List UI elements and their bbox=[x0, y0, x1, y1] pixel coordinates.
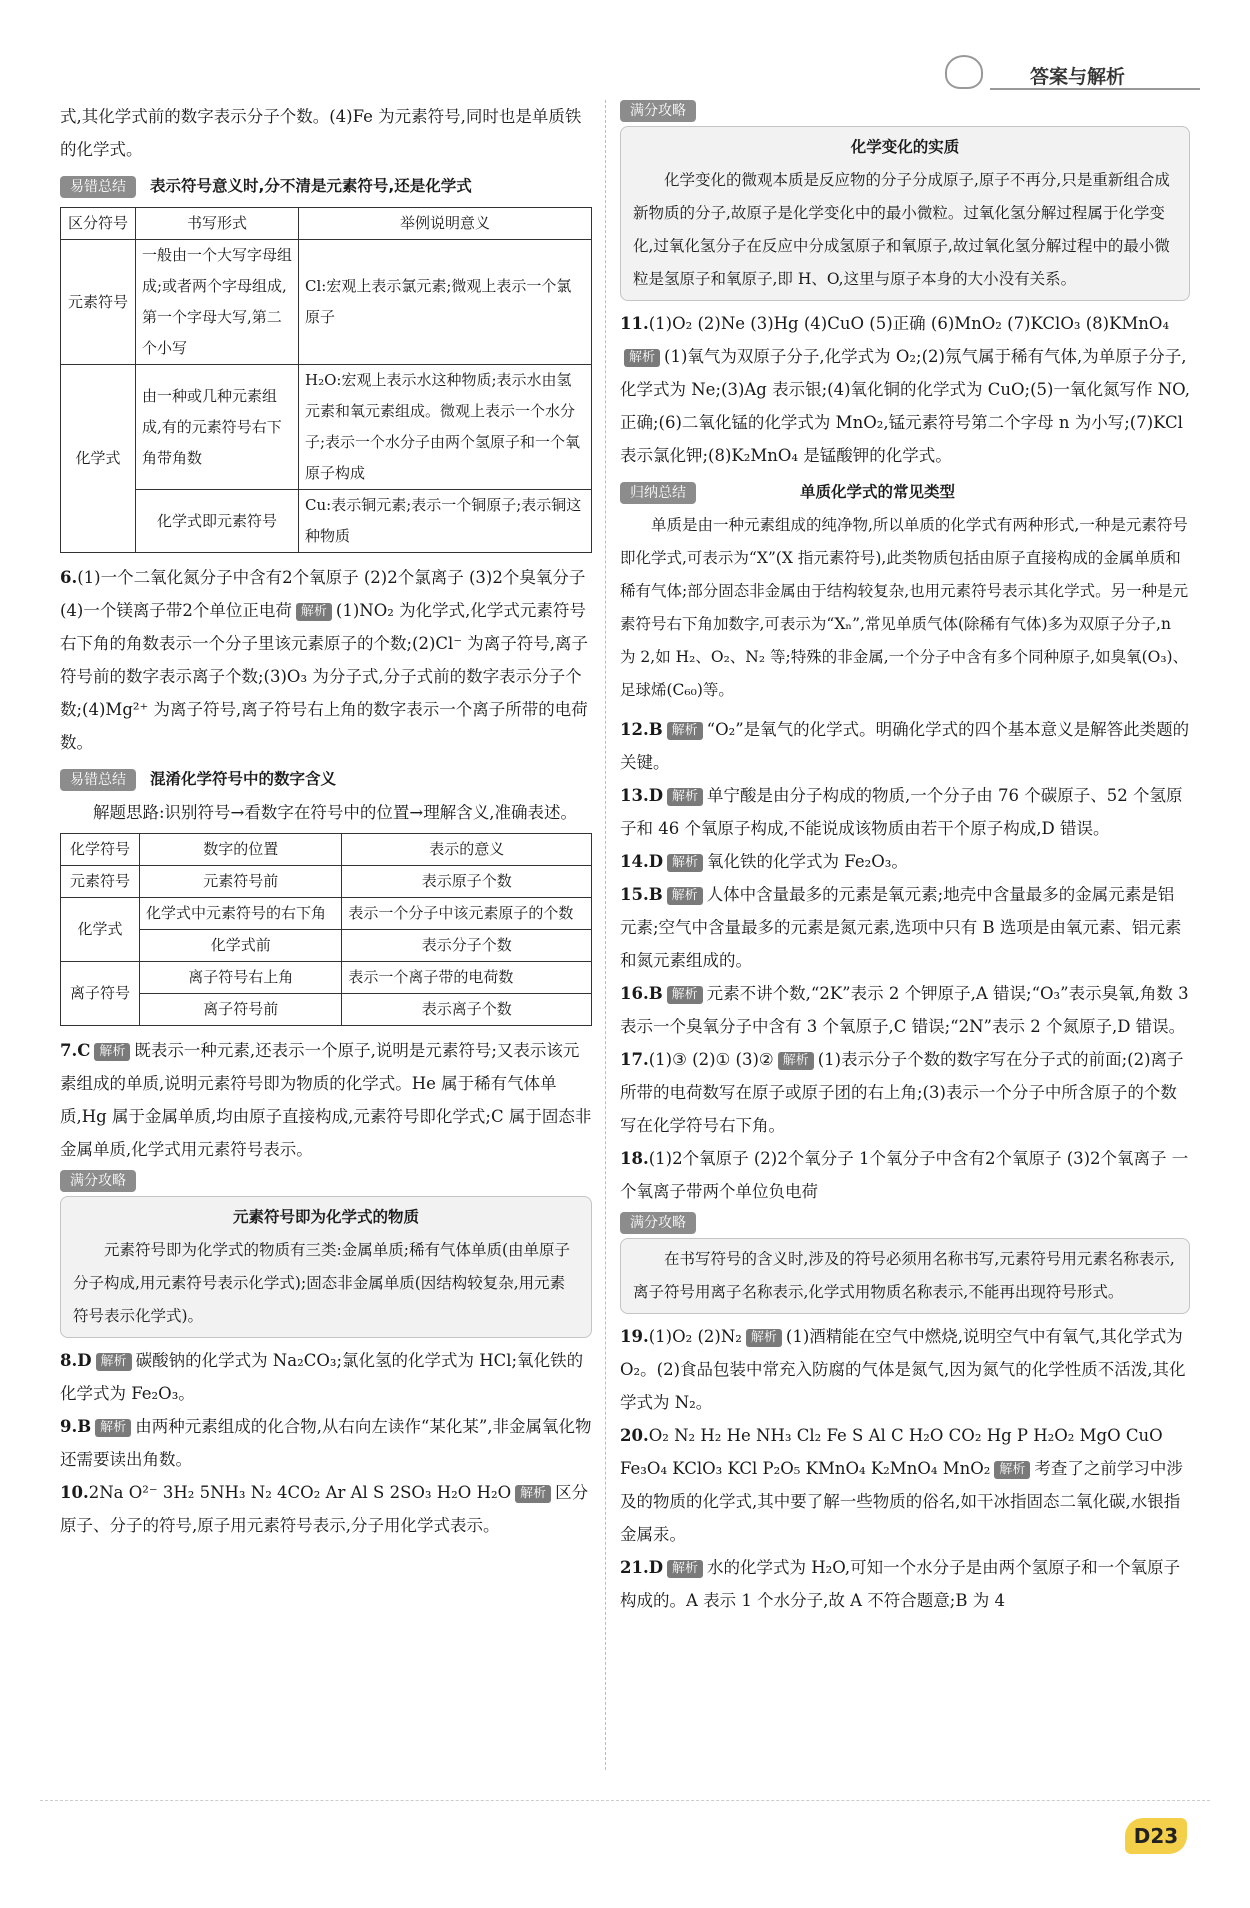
analysis-badge: 解析 bbox=[95, 1419, 131, 1437]
induction-tag: 归纳总结 bbox=[620, 482, 696, 504]
left-column bbox=[60, 100, 592, 1542]
question-number: 18. bbox=[620, 1149, 649, 1168]
analysis-badge: 解析 bbox=[667, 887, 703, 905]
error-summary-tag: 易错总结 bbox=[60, 176, 136, 198]
question-7 bbox=[60, 1034, 592, 1166]
analysis-badge: 解析 bbox=[624, 349, 660, 367]
table-row bbox=[61, 365, 592, 490]
question-number: 15.B bbox=[620, 885, 663, 904]
full-score-tag: 满分攻略 bbox=[620, 100, 696, 122]
table-row bbox=[61, 930, 592, 962]
induction-header bbox=[620, 476, 1190, 509]
header-title: 答案与解析 bbox=[1030, 66, 1126, 88]
box-text: 元素符号即为化学式的物质有三类:金属单质;稀有气体单质(由单原子分子构成,用元素符号表示化学式);固态非金属单质(因结构较复杂,用元素符号表示化学式)。 bbox=[73, 1241, 570, 1325]
error-summary-1-header bbox=[60, 170, 592, 203]
box-title: 元素符号即为化学式的物质 bbox=[232, 1208, 419, 1226]
analysis-badge: 解析 bbox=[296, 603, 332, 621]
right-column bbox=[620, 100, 1190, 1617]
table-cell: 表示原子个数 bbox=[342, 866, 592, 898]
table-cell: 元素符号前 bbox=[140, 866, 342, 898]
box-title: 化学变化的实质 bbox=[850, 138, 960, 156]
analysis-text: “O₂”是氧气的化学式。明确化学式的四个基本意义是解答此类题的关键。 bbox=[620, 720, 1190, 772]
question-number: 8.D bbox=[60, 1351, 92, 1370]
full-score-tag: 满分攻略 bbox=[620, 1212, 696, 1234]
table-cell: H₂O:宏观上表示水这种物质;表示水由氢元素和氧元素组成。微观上表示一个水分子;表示一个水分子由两个氢原子和一个氧原子构成 bbox=[299, 365, 592, 490]
question-21 bbox=[620, 1551, 1190, 1617]
analysis-badge: 解析 bbox=[667, 1560, 703, 1578]
analysis-text: (1)NO₂ 为化学式,化学式元素符号右下角的角数表示一个分子里该元素原子的个数;(2)Cl⁻ 为离子符号,离子符号前的数字表示离子个数;(3)O₃ 为分子式,分子式前的数字表示分子个数;(4)Mg²⁺ 为离子符号,离子符号右上角的数字表示一个离子所带的电荷数。 bbox=[60, 601, 589, 752]
analysis-text: 单宁酸是由分子构成的物质,一个分子由 76 个碳原子、52 个氢原子和 46 个氧原子构成,不能说成该物质由若干个原子构成,D 错误。 bbox=[620, 786, 1183, 838]
table-cell: 离子符号前 bbox=[140, 994, 342, 1026]
question-14 bbox=[620, 845, 1190, 878]
table-cell: 表示分子个数 bbox=[342, 930, 592, 962]
table-cell: Cu:表示铜元素;表示一个铜原子;表示铜这种物质 bbox=[299, 490, 592, 553]
table-header-row bbox=[61, 208, 592, 240]
table-cell: 化学式 bbox=[61, 365, 136, 553]
box-text: 化学变化的微观本质是反应物的分子分成原子,原子不再分,只是重新组合成新物质的分子,故原子是化学变化中的最小微粒。过氧化氢分解过程属于化学变化,过氧化氢分子在反应中分成氢原子和氧原子,故过氧化氢分解过程中的最小微粒是氢原子和氧原子,即 H、O,这里与原子本身的大小没有关系。 bbox=[633, 171, 1170, 288]
table-header-cell: 表示的意义 bbox=[342, 834, 592, 866]
question-6 bbox=[60, 561, 592, 759]
table-header-cell: 化学符号 bbox=[61, 834, 140, 866]
table-header-cell: 区分符号 bbox=[61, 208, 136, 240]
analysis-text: 由两种元素组成的化合物,从右向左读作“某化某”,非金属氧化物还需要读出角数。 bbox=[60, 1417, 592, 1469]
question-number: 12.B bbox=[620, 720, 663, 739]
analysis-badge: 解析 bbox=[667, 722, 703, 740]
analysis-text: (1)酒精能在空气中燃烧,说明空气中有氧气,其化学式为 O₂。(2)食品包装中常充入防腐的气体是氮气,因为氮气的化学性质不活泼,其化学式为 N₂。 bbox=[620, 1327, 1186, 1412]
table-cell: 化学式即元素符号 bbox=[136, 490, 299, 553]
question-16 bbox=[620, 977, 1190, 1043]
analysis-badge: 解析 bbox=[778, 1052, 814, 1070]
question-15 bbox=[620, 878, 1190, 977]
analysis-badge: 解析 bbox=[667, 788, 703, 806]
question-8 bbox=[60, 1344, 592, 1410]
induction-title: 单质化学式的常见类型 bbox=[800, 483, 956, 501]
table-row bbox=[61, 866, 592, 898]
answer-text: (1)一个二氧化氮分子中含有2个氧原子 (2)2个氯离子 (3)2个臭氧分子 (4)一个镁离子带2个单位正电荷 bbox=[60, 568, 586, 620]
table-cell: 化学式中元素符号的右下角 bbox=[140, 898, 342, 930]
analysis-badge: 解析 bbox=[667, 854, 703, 872]
question-9 bbox=[60, 1410, 592, 1476]
question-number: 13.D bbox=[620, 786, 664, 805]
table-cell: 离子符号右上角 bbox=[140, 962, 342, 994]
question-17 bbox=[620, 1043, 1190, 1142]
answer-text: (1)③ (2)① (3)② bbox=[648, 1050, 774, 1069]
error-summary-2-header bbox=[60, 763, 592, 796]
table-row bbox=[61, 490, 592, 553]
number-meaning-table bbox=[60, 833, 592, 1026]
full-score-3-header bbox=[620, 1212, 1190, 1234]
table-cell: 表示离子个数 bbox=[342, 994, 592, 1026]
table-cell: 化学式前 bbox=[140, 930, 342, 962]
question-20 bbox=[620, 1419, 1190, 1551]
question-number: 7.C bbox=[60, 1041, 91, 1060]
question-number: 11. bbox=[620, 314, 649, 333]
full-score-tag: 满分攻略 bbox=[60, 1170, 136, 1192]
table-cell: 元素符号 bbox=[61, 866, 140, 898]
analysis-text: 氧化铁的化学式为 Fe₂O₃。 bbox=[707, 852, 908, 871]
analysis-text: (1)表示分子个数的数字写在分子式的前面;(2)离子所带的电荷数写在原子或原子团的右上角;(3)表示一个分子中所含原子的个数写在化学符号右下角。 bbox=[620, 1050, 1184, 1135]
table-header-row bbox=[61, 834, 592, 866]
answer-text: (1)O₂ (2)N₂ bbox=[648, 1327, 742, 1346]
table-cell: 离子符号 bbox=[61, 962, 140, 1026]
question-13 bbox=[620, 779, 1190, 845]
question-19 bbox=[620, 1320, 1190, 1419]
answer-text: (1)O₂ (2)Ne (3)Hg (4)CuO (5)正确 (6)MnO₂ (7)KClO₃ (8)KMnO₄ bbox=[648, 314, 1170, 333]
question-number: 16.B bbox=[620, 984, 663, 1003]
analysis-text: 水的化学式为 H₂O,可知一个水分子是由两个氢原子和一个氧原子构成的。A 表示 1 个水分子,故 A 不符合题意;B 为 4 bbox=[620, 1558, 1181, 1610]
table-row bbox=[61, 994, 592, 1026]
full-score-1-header bbox=[60, 1170, 592, 1192]
question-number: 19. bbox=[620, 1327, 649, 1346]
symbol-meaning-table bbox=[60, 207, 592, 553]
table-cell: 表示一个离子带的电荷数 bbox=[342, 962, 592, 994]
answer-text: (1)2个氧原子 (2)2个氧分子 1个氧分子中含有2个氧原子 (3)2个氧离子 一个氧离子带两个单位负电荷 bbox=[620, 1149, 1189, 1201]
analysis-badge: 解析 bbox=[746, 1329, 782, 1347]
footer-rule bbox=[40, 1800, 1210, 1801]
table-cell: 化学式 bbox=[61, 898, 140, 962]
box-text: 在书写符号的含义时,涉及的符号必须用名称书写,元素符号用元素名称表示,离子符号用离子名称表示,化学式用物质名称表示,不能再出现符号形式。 bbox=[633, 1250, 1175, 1301]
analysis-text: (1)氧气为双原子分子,化学式为 O₂;(2)氖气属于稀有气体,为单原子分子,化学式为 Ne;(3)Ag 表示银;(4)氧化铜的化学式为 CuO;(5)一氧化氮写作 NO,正确;(6)二氧化锰的化学式为 MnO₂,锰元素符号第二个字母 n 为小写;(7)KCl 表示氯化钾;(8)K₂MnO₄ 是锰酸钾的化学式。 bbox=[620, 347, 1190, 465]
question-11 bbox=[620, 307, 1190, 472]
analysis-text: 考查了之前学习中涉及的物质的化学式,其中要了解一些物质的俗名,如干冰指固态二氧化碳,水银指金属汞。 bbox=[620, 1459, 1183, 1544]
header-decoration-icon bbox=[945, 55, 983, 89]
table-cell: 表示一个分子中该元素原子的个数 bbox=[342, 898, 592, 930]
question-18 bbox=[620, 1142, 1190, 1208]
table-header-cell: 举例说明意义 bbox=[299, 208, 592, 240]
full-score-box-2 bbox=[620, 126, 1190, 301]
error-summary-2-title: 混淆化学符号中的数字含义 bbox=[150, 770, 337, 788]
table-cell: Cl:宏观上表示氯元素;微观上表示一个氯原子 bbox=[299, 240, 592, 365]
analysis-text: 区分原子、分子的符号,原子用元素符号表示,分子用化学式表示。 bbox=[60, 1483, 589, 1535]
analysis-badge: 解析 bbox=[96, 1353, 132, 1371]
question-number: 21.D bbox=[620, 1558, 664, 1577]
analysis-text: 碳酸钠的化学式为 Na₂CO₃;氯化氢的化学式为 HCl;氧化铁的化学式为 Fe₂O₃。 bbox=[60, 1351, 584, 1403]
table-row bbox=[61, 240, 592, 365]
table-header-cell: 书写形式 bbox=[136, 208, 299, 240]
answer-text: 2Na O²⁻ 3H₂ 5NH₃ N₂ 4CO₂ Ar Al S 2SO₃ H₂O H₂O bbox=[88, 1483, 512, 1502]
column-divider bbox=[605, 100, 606, 1770]
analysis-badge: 解析 bbox=[994, 1461, 1030, 1479]
table-row bbox=[61, 898, 592, 930]
analysis-text: 元素不讲个数,“2K”表示 2 个钾原子,A 错误;“O₃”表示臭氧,角数 3 表示一个臭氧分子中含有 3 个氧原子,C 错误;“2N”表示 2 个氮原子,D 错误。 bbox=[620, 984, 1189, 1036]
analysis-badge: 解析 bbox=[515, 1485, 551, 1503]
table-cell: 由一种或几种元素组成,有的元素符号右下角带角数 bbox=[136, 365, 299, 490]
question-number: 9.B bbox=[60, 1417, 92, 1436]
error-summary-tag: 易错总结 bbox=[60, 769, 136, 791]
analysis-text: 人体中含量最多的元素是氧元素;地壳中含量最多的金属元素是铝元素;空气中含量最多的元素是氮元素,选项中只有 B 选项是由氧元素、铝元素和氮元素组成的。 bbox=[620, 885, 1182, 970]
question-number: 20. bbox=[620, 1426, 649, 1445]
answer-text: O₂ N₂ H₂ He NH₃ Cl₂ Fe S Al C H₂O CO₂ Hg P H₂O₂ MgO CuO Fe₃O₄ KClO₃ KCl P₂O₅ KMnO₄ K₂MnO₄ MnO₂ bbox=[620, 1426, 1163, 1478]
intro-text: 式,其化学式前的数字表示分子个数。(4)Fe 为元素符号,同时也是单质铁的化学式。 bbox=[60, 107, 582, 159]
analysis-badge: 解析 bbox=[667, 986, 703, 1004]
full-score-box-1 bbox=[60, 1196, 592, 1338]
full-score-2-header bbox=[620, 100, 1190, 122]
table-cell: 元素符号 bbox=[61, 240, 136, 365]
question-number: 10. bbox=[60, 1483, 89, 1502]
question-number: 14.D bbox=[620, 852, 664, 871]
induction-text: 单质是由一种元素组成的纯净物,所以单质的化学式有两种形式,一种是元素符号即化学式,可表示为“X”(X 指元素符号),此类物质包括由原子直接构成的金属单质和稀有气体;部分固态非金属由于结构较复杂,也用元素符号表示其化学式。另一种是元素符号右下角加数字,可表示为“Xₙ”,常见单质气体(除稀有气体)多为双原子分子,n 为 2,如 H₂、O₂、N₂ 等;特殊的非金属,一个分子中含有多个同种原子,如臭氧(O₃)、足球烯(C₆₀)等。 bbox=[620, 516, 1189, 699]
page-number: D23 bbox=[1125, 1818, 1187, 1854]
table-row bbox=[61, 962, 592, 994]
full-score-box-3 bbox=[620, 1238, 1190, 1314]
question-number: 6. bbox=[60, 568, 78, 587]
analysis-badge: 解析 bbox=[94, 1043, 130, 1061]
error-summary-2-text: 解题思路:识别符号→看数字在符号中的位置→理解含义,准确表述。 bbox=[93, 803, 577, 822]
error-summary-1-title: 表示符号意义时,分不清是元素符号,还是化学式 bbox=[150, 177, 472, 195]
table-cell: 一般由一个大写字母组成;或者两个字母组成,第一个字母大写,第二个小写 bbox=[136, 240, 299, 365]
analysis-text: 既表示一种元素,还表示一个原子,说明是元素符号;又表示该元素组成的单质,说明元素符号即为物质的化学式。He 属于稀有气体单质,Hg 属于金属单质,均由原子直接构成,元素符号即化学式;C 属于固态非金属单质,化学式用元素符号表示。 bbox=[60, 1041, 592, 1159]
question-12 bbox=[620, 713, 1190, 779]
table-header-cell: 数字的位置 bbox=[140, 834, 342, 866]
question-number: 17. bbox=[620, 1050, 649, 1069]
question-10 bbox=[60, 1476, 592, 1542]
